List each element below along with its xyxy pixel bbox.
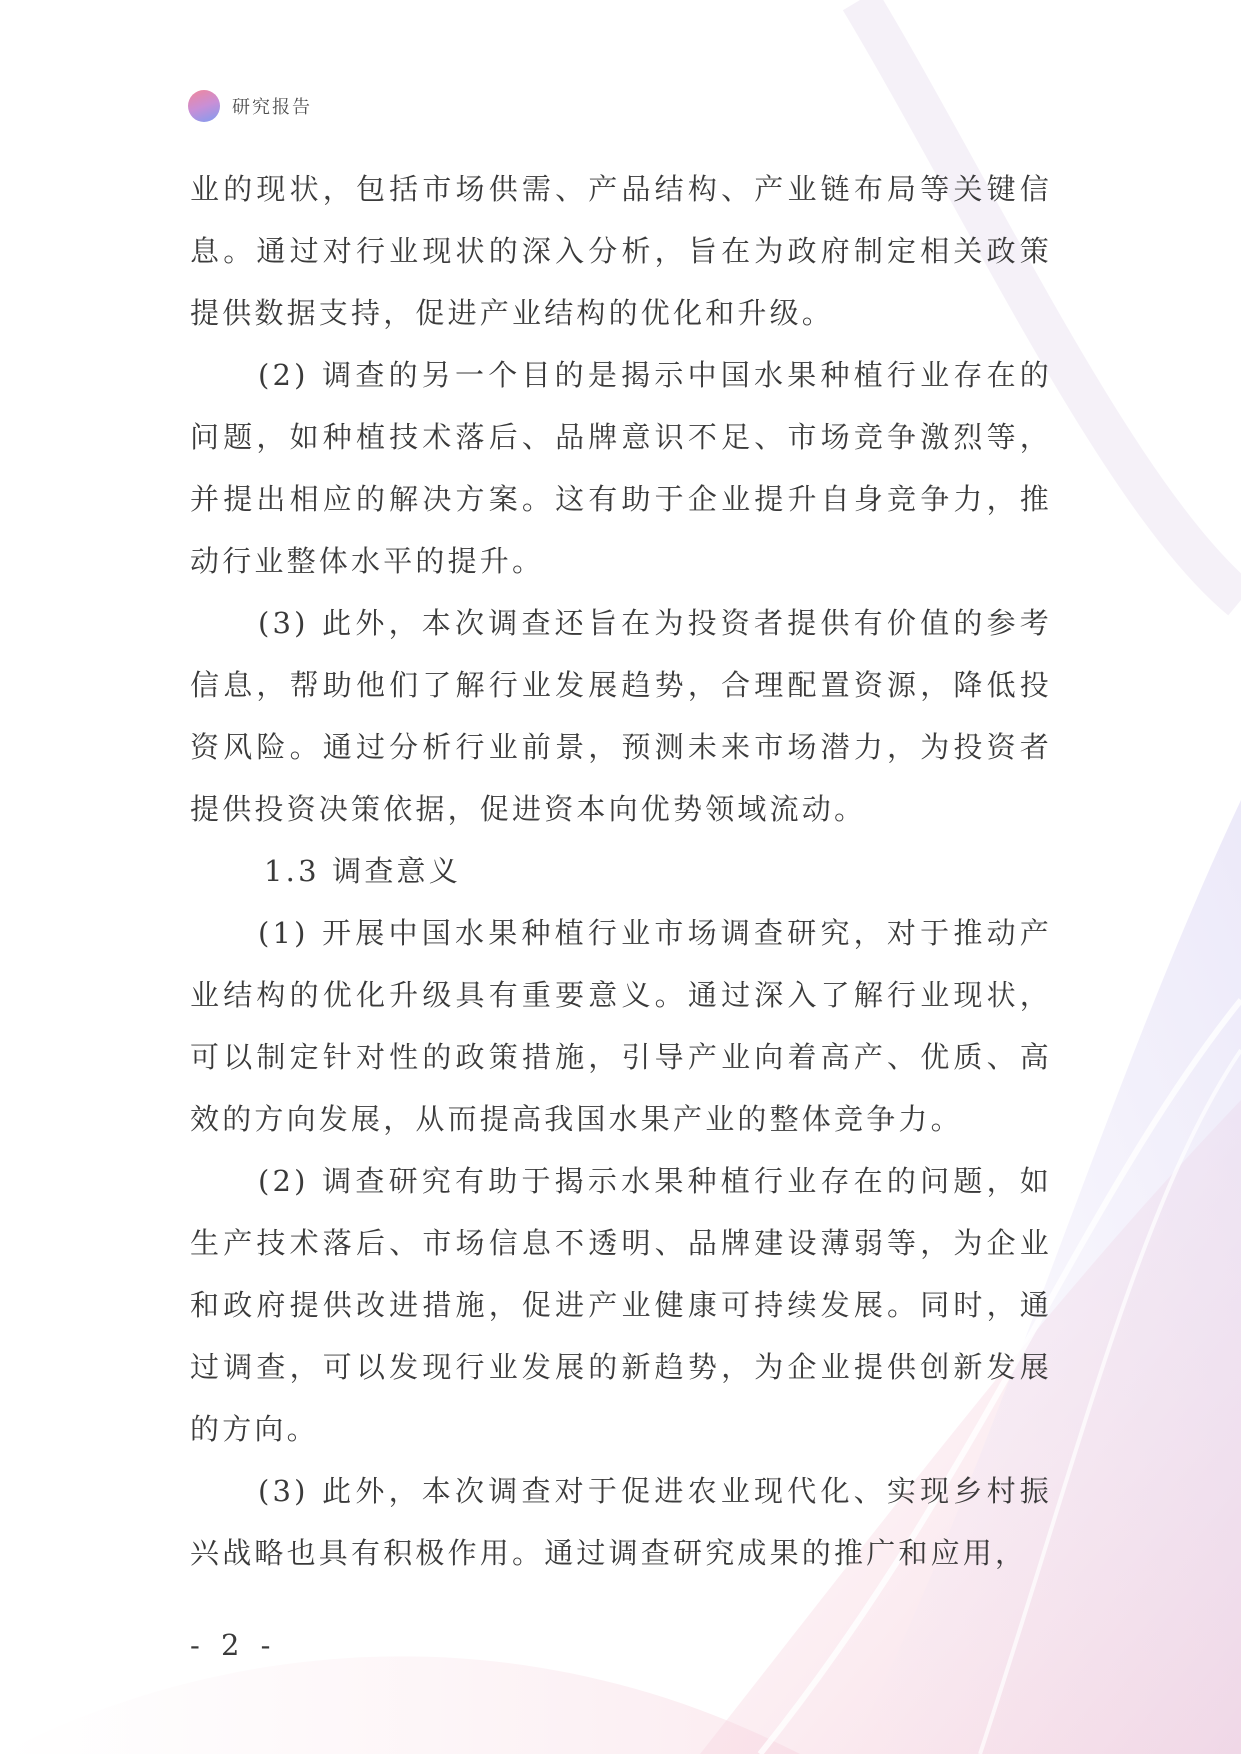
- section-heading: 1.3 调查意义: [264, 854, 461, 888]
- page-number: - 2 -: [190, 1628, 277, 1662]
- paragraph-purpose-3: (3) 此外，本次调查还旨在为投资者提供有价值的参考信息，帮助他们了解行业发展趋势，合理配置资源，降低投资风险。通过分析行业前景，预测未来市场潜力，为投资者提供投资决策依据，促进资本向优势领域流动。: [190, 606, 1052, 826]
- paragraph-significance-1: (1) 开展中国水果种植行业市场调查研究，对于推动产业结构的优化升级具有重要意义。通过深入了解行业现状，可以制定针对性的政策措施，引导产业向着高产、优质、高效的方向发展，从而提高我国水果产业的整体竞争力。: [190, 916, 1052, 1136]
- paragraph-continued: 业的现状，包括市场供需、产品结构、产业链布局等关键信息。通过对行业现状的深入分析，旨在为政府制定相关政策提供数据支持，促进产业结构的优化和升级。: [190, 172, 1052, 330]
- paragraph-significance-2: (2) 调查研究有助于揭示水果种植行业存在的问题，如生产技术落后、市场信息不透明、品牌建设薄弱等，为企业和政府提供改进措施，促进产业健康可持续发展。同时，通过调查，可以发现行业发展的新趋势，为企业提供创新发展的方向。: [190, 1164, 1052, 1446]
- document-body: [190, 158, 1052, 1584]
- paragraph-significance-3: (3) 此外，本次调查对于促进农业现代化、实现乡村振兴战略也具有积极作用。通过调查研究成果的推广和应用，: [190, 1474, 1052, 1570]
- header-label: 研究报告: [232, 97, 312, 118]
- report-header: [188, 88, 312, 124]
- logo-circle-icon: [188, 90, 220, 122]
- paragraph-purpose-2: (2) 调查的另一个目的是揭示中国水果种植行业存在的问题，如种植技术落后、品牌意识不足、市场竞争激烈等，并提出相应的解决方案。这有助于企业提升自身竞争力，推动行业整体水平的提升。: [190, 358, 1052, 578]
